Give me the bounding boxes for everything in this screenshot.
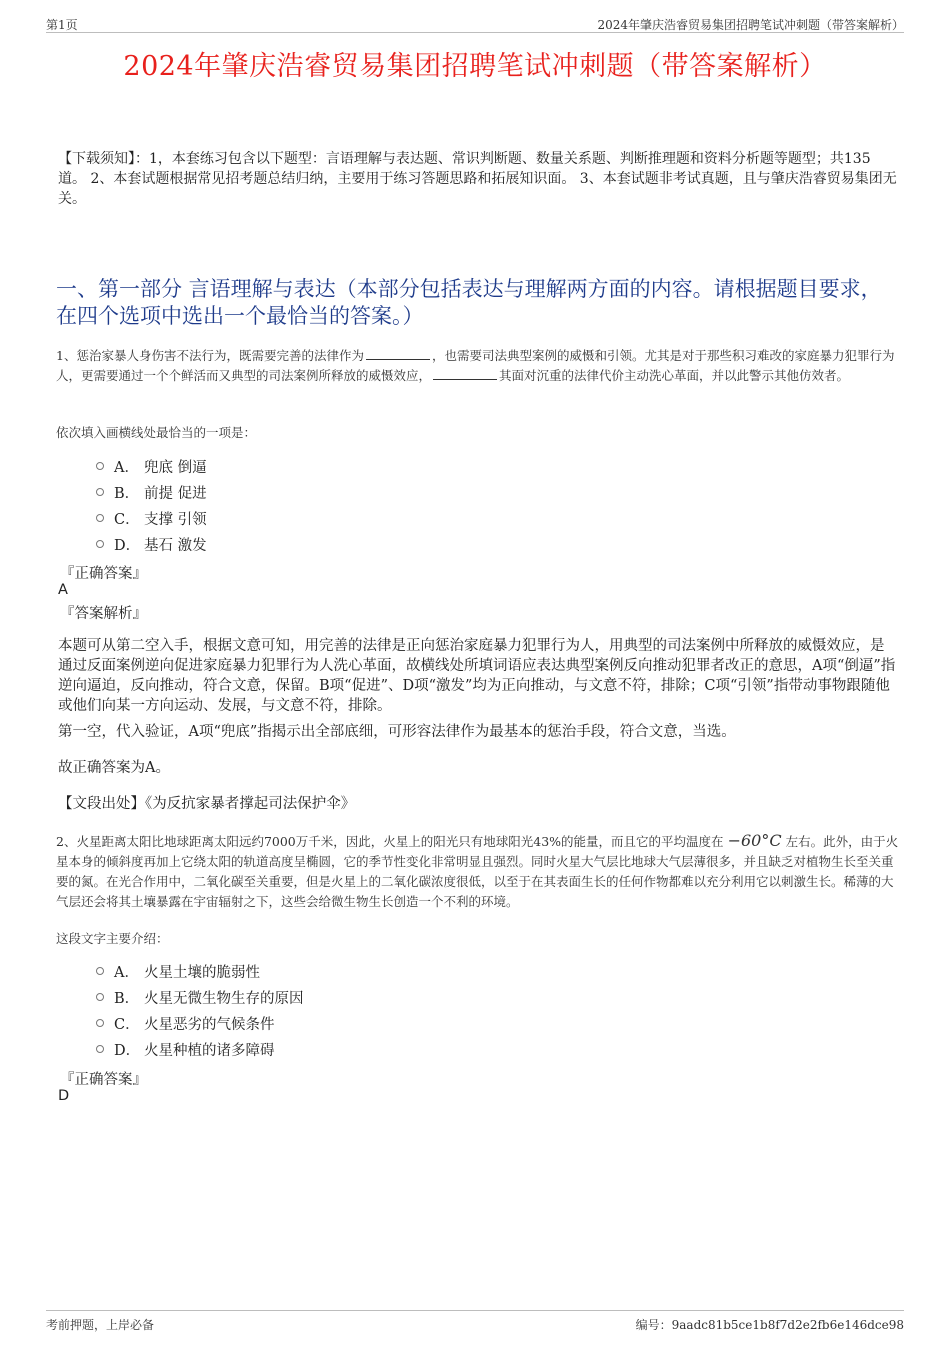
radio-icon[interactable] [96, 993, 104, 1001]
option-key: B． [114, 485, 140, 502]
question-2-text [56, 831, 901, 912]
page-header [46, 14, 904, 33]
answer-label: 『正确答案』 [60, 1072, 147, 1088]
option-c[interactable] [96, 505, 207, 531]
analysis-paragraph: 故正确答案为A。 [58, 760, 170, 776]
option-text: 支撑 引领 [144, 511, 207, 528]
page-footer [46, 1310, 904, 1333]
answer-value: D [58, 1088, 70, 1104]
option-a[interactable] [96, 453, 207, 479]
option-b[interactable] [96, 984, 304, 1010]
option-text: 火星土壤的脆弱性 [144, 964, 260, 981]
option-d[interactable] [96, 1036, 304, 1062]
radio-icon[interactable] [96, 462, 104, 470]
page-number: 第1页 [46, 18, 78, 32]
option-key: A． [114, 964, 139, 981]
option-text: 火星种植的诸多障碍 [144, 1042, 275, 1059]
question-2-text-part: 左右。此外，由于火星本身的倾斜度再加上它绕太阳的轨道高度呈椭圆，它的季节性变化非常明显且强烈。同时火星大气层比地球大气层薄很多，并且缺乏对植物生长至关重要的氮。在光合作用中，二氧化碳至关重要，但是火星上的二氧化碳浓度很低，以至于在其表面生长的任何作物都难以充分利用它以刺激生长。稀薄的大气层还会将其土壤暴露在宇宙辐射之下，这些会给微生物生长创造一个不利的环境。 [56, 834, 899, 909]
option-text: 基石 激发 [144, 537, 207, 554]
answer-label: 『正确答案』 [60, 566, 147, 582]
option-text: 前提 促进 [144, 485, 207, 502]
option-key: A． [114, 459, 139, 476]
option-a[interactable] [96, 958, 304, 984]
option-text: 火星无微生物生存的原因 [144, 990, 304, 1007]
question-2-options [96, 958, 304, 1062]
option-key: C． [114, 1016, 140, 1033]
temperature-formula: −60°C [727, 831, 782, 850]
answer-value: A [58, 582, 68, 598]
option-d[interactable] [96, 531, 207, 557]
question-1-text [56, 346, 901, 386]
page-title: 2024年肇庆浩睿贸易集团招聘笔试冲刺题（带答案解析） [123, 51, 827, 82]
header-doc-title: 2024年肇庆浩睿贸易集团招聘笔试冲刺题（带答案解析） [597, 18, 904, 32]
fill-blank [366, 347, 430, 360]
question-1-text-part: 1、惩治家暴人身伤害不法行为，既需要完善的法律作为 [56, 348, 364, 363]
analysis-paragraph: 本题可从第二空入手，根据文意可知，用完善的法律是正向惩治家庭暴力犯罪行为人，用典型的司法案例中所释放的威慑效应，是通过反面案例逆向促进家庭暴力犯罪行为人洗心革面，故横线处所填词语应表达典型案例反向推动犯罪者改正的意思，A项“倒逼”指逆向逼迫，反向推动，符合文意，保留。B项“促进”、D项“激发”均为正向推动，与文意不符，排除；C项“引领”指带动事物跟随他或他们向某一方向运动、发展，与文意不符，排除。 [58, 638, 896, 714]
option-key: B． [114, 990, 140, 1007]
option-key: C． [114, 511, 140, 528]
question-1-options [96, 453, 207, 557]
radio-icon[interactable] [96, 1019, 104, 1027]
question-2-prompt: 这段文字主要介绍： [56, 931, 169, 946]
option-c[interactable] [96, 1010, 304, 1036]
section-title: 一、第一部分 言语理解与表达（本部分包括表达与理解两方面的内容。请根据题目要求，在四个选项中选出一个最恰当的答案。） [56, 277, 882, 328]
question-1-prompt: 依次填入画横线处最恰当的一项是： [56, 425, 257, 440]
footer-slogan: 考前押题，上岸必备 [46, 1318, 155, 1332]
fill-blank [433, 367, 497, 380]
question-1-text-part: ，也需要司法典型案例的威慑和引领。尤其是对于那些积习难改的家庭暴力犯罪行为人，更需要通过一个个鲜活而又典型的司法案例所释放的威慑效应， [56, 348, 895, 383]
radio-icon[interactable] [96, 967, 104, 975]
option-text: 火星恶劣的气候条件 [144, 1016, 275, 1033]
download-notice: 【下载须知】：1，本套练习包含以下题型：言语理解与表达题、常识判断题、数量关系题、判断推理题和资料分析题等题型；共135道。 2、本套试题根据常见招考题总结归纳，主要用于练习答题思路和拓展知识面。 3、本套试题非考试真题，且与肇庆浩睿贸易集团无关。 [58, 151, 897, 207]
footer-serial: 编号：9aadc81b5ce1b8f7d2e2fb6e146dce98 [635, 1318, 904, 1332]
radio-icon[interactable] [96, 488, 104, 496]
analysis-label: 『答案解析』 [60, 606, 147, 622]
analysis-paragraph: 第一空，代入验证，A项“兜底”指揭示出全部底细，可形容法律作为最基本的惩治手段，符合文意，当选。 [58, 724, 736, 740]
question-2-text-part: 2、火星距离太阳比地球距离太阳远约7000万千米，因此，火星上的阳光只有地球阳光43%的能量，而且它的平均温度在 [56, 834, 724, 849]
option-b[interactable] [96, 479, 207, 505]
radio-icon[interactable] [96, 1045, 104, 1053]
radio-icon[interactable] [96, 540, 104, 548]
option-text: 兜底 倒逼 [144, 459, 207, 476]
question-1-text-part: 其面对沉重的法律代价主动洗心革面，并以此警示其他仿效者。 [499, 368, 850, 383]
option-key: D． [114, 537, 141, 554]
radio-icon[interactable] [96, 514, 104, 522]
source-note: 【文段出处】《为反抗家暴者撑起司法保护伞》 [58, 796, 356, 812]
option-key: D． [114, 1042, 141, 1059]
